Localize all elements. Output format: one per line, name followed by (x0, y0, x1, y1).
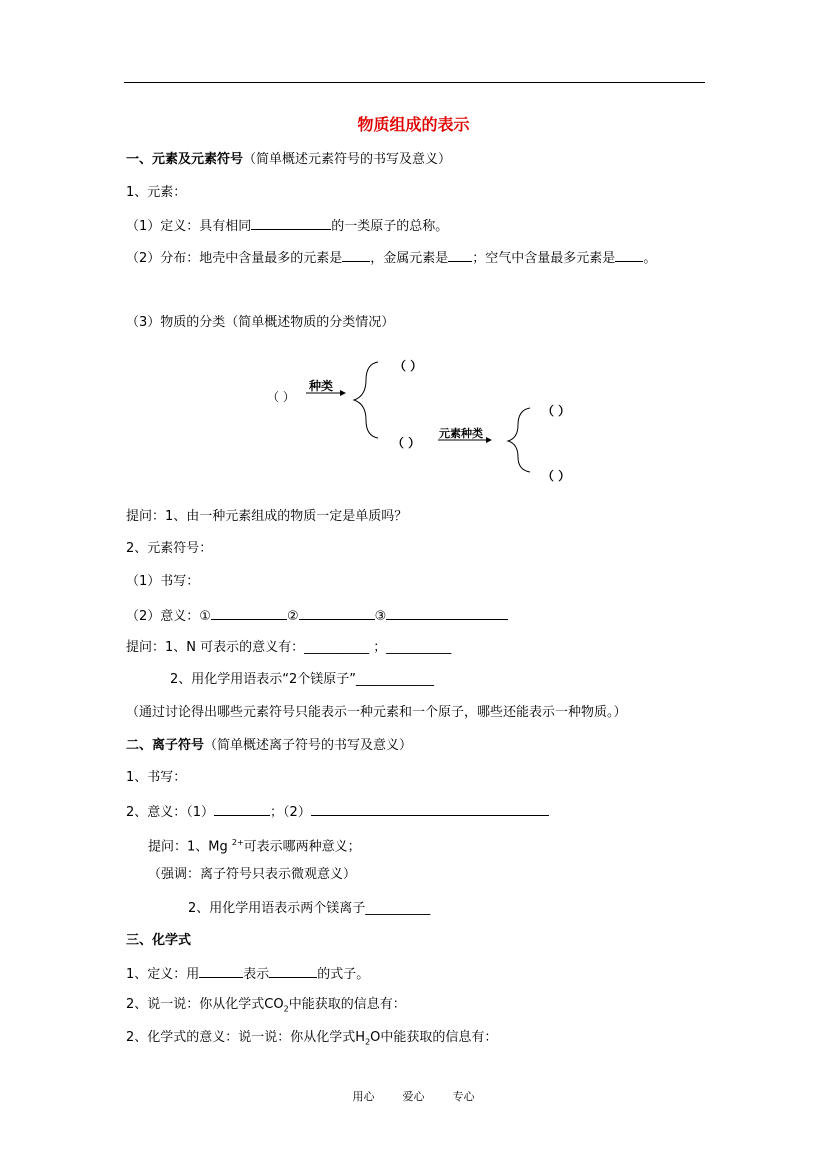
question-3-text: 2、用化学用语表示“2个镁原子” (170, 672, 357, 687)
line-distribution (126, 248, 656, 268)
distribution-text-4: 。 (643, 251, 657, 266)
ion-meaning-blank-1 (214, 802, 270, 816)
distribution-blank-2 (448, 248, 472, 262)
diagram-arrow1-label: 种类 (309, 379, 334, 393)
line-symbol: 2、元素符号： (126, 541, 213, 556)
question-4 (148, 834, 361, 856)
question-4-text-end: 可表示哪两种意义； (243, 839, 361, 855)
distribution-blank-1 (342, 248, 370, 262)
diagram-arrow1-head (340, 390, 346, 396)
section-1-heading (126, 151, 451, 169)
definition-blank (251, 216, 331, 230)
distribution-text-1: （2）分布：地壳中含量最多的元素是 (126, 251, 343, 266)
section-1-title: 一、元素及元素符号 (126, 152, 244, 167)
h2o-text-end: 中能获取的信息有： (380, 1030, 498, 1045)
question-5 (188, 900, 430, 918)
section-2-title: 二、离子符号 (126, 738, 205, 753)
line-emphasis: （强调：离子符号只表示微观意义） (148, 867, 357, 882)
formula-def-blank-1 (199, 964, 243, 978)
question-3 (170, 671, 434, 689)
meaning-label-1: （2）意义：① (126, 609, 211, 624)
classification-diagram (0, 340, 827, 500)
definition-text-end: 的一类原子的总称。 (331, 219, 449, 234)
co2-subscript: 2 (283, 1004, 289, 1014)
distribution-blank-3 (615, 248, 643, 262)
question-5-blank: __________ (365, 901, 431, 916)
footer-word-2: 爱心 (402, 1090, 425, 1103)
distribution-text-3: ；空气中含量最多元素是 (472, 251, 616, 266)
line-definition (126, 216, 448, 236)
diagram-top-paren: （ ） (394, 359, 423, 373)
h2o-text: 2、化学式的意义：说一说：你从化学式 (126, 1030, 356, 1045)
line-ion-meaning (126, 802, 549, 822)
section-3-title: 三、化学式 (126, 933, 192, 948)
page-title: 物质组成的表示 (357, 115, 470, 134)
question-5-text: 2、用化学用语表示两个镁离子 (188, 901, 366, 916)
line-element: 1、元素： (126, 185, 187, 200)
line-formula-definition (126, 964, 369, 984)
diagram-arrow2-label: 元素种类 (439, 427, 483, 440)
diagram-brace-1 (354, 362, 378, 438)
line-h2o (126, 1029, 497, 1052)
question-2 (126, 639, 451, 657)
line-writing: （1）书写： (126, 574, 200, 589)
line-ion-writing: 1、书写： (126, 770, 187, 785)
h2o-formula-h: H (355, 1030, 366, 1045)
meaning-blank-1 (211, 606, 287, 620)
formula-def-text-2: 表示 (243, 967, 270, 982)
line-classification: （3）物质的分类（简单概述物质的分类情况） (126, 315, 395, 330)
ion-meaning-blank-2 (311, 802, 549, 816)
diagram-r1-paren: （ ） (542, 404, 571, 418)
co2-formula: CO (264, 997, 284, 1012)
question-3-blank: ____________ (356, 672, 435, 687)
h2o-formula-o: O (370, 1030, 381, 1045)
diagram-brace-2 (508, 408, 530, 472)
line-discussion: （通过讨论得出哪些元素符号只能表示一种元素和一个原子，哪些还能表示一种物质。） (126, 705, 627, 720)
section-2-note: （简单概述离子符号的书写及意义） (204, 738, 413, 753)
diagram-mid-paren: （ ） (392, 436, 421, 450)
co2-text-end: 中能获取的信息有： (288, 997, 406, 1012)
meaning-label-2: ② (286, 609, 299, 624)
section-3-heading (126, 932, 191, 950)
meaning-blank-3 (386, 606, 508, 620)
section-2-heading (126, 737, 412, 755)
header-rule (124, 82, 705, 83)
footer-word-3: 专心 (452, 1090, 475, 1103)
question-1: 提问：1、由一种元素组成的物质一定是单质吗？ (126, 509, 408, 524)
h2o-subscript: 2 (365, 1037, 371, 1047)
ion-meaning-label-1: 2、意义：（1） (126, 805, 215, 820)
formula-def-text-1: 1、定义：用 (126, 967, 200, 982)
section-1-note: （简单概述元素符号的书写及意义） (243, 152, 452, 167)
line-meaning (126, 606, 508, 626)
co2-text: 2、说一说：你从化学式 (126, 997, 265, 1012)
formula-def-blank-2 (269, 964, 317, 978)
diagram-root-paren: （ ） (267, 390, 295, 404)
distribution-text-2: ，金属元素是 (370, 251, 449, 266)
question-4-charge: 2+ (231, 838, 244, 847)
page-footer (0, 1088, 827, 1104)
line-co2 (126, 996, 406, 1019)
diagram-r2-paren: （ ） (542, 469, 571, 483)
formula-def-text-3: 的式子。 (317, 967, 370, 982)
meaning-label-3: ③ (374, 609, 387, 624)
question-2-blank-1: __________ (304, 640, 370, 655)
question-2-sep: ； (369, 640, 387, 655)
definition-text: （1）定义：具有相同 (126, 219, 252, 234)
meaning-blank-2 (299, 606, 375, 620)
question-4-text: 提问：1、Mg (148, 839, 232, 855)
question-2-text: 提问：1、N 可表示的意义有： (126, 640, 305, 655)
footer-word-1: 用心 (352, 1090, 375, 1103)
ion-meaning-label-2: ；（2） (270, 805, 311, 820)
diagram-arrow2-head (486, 437, 492, 443)
question-2-blank-2: __________ (386, 640, 452, 655)
